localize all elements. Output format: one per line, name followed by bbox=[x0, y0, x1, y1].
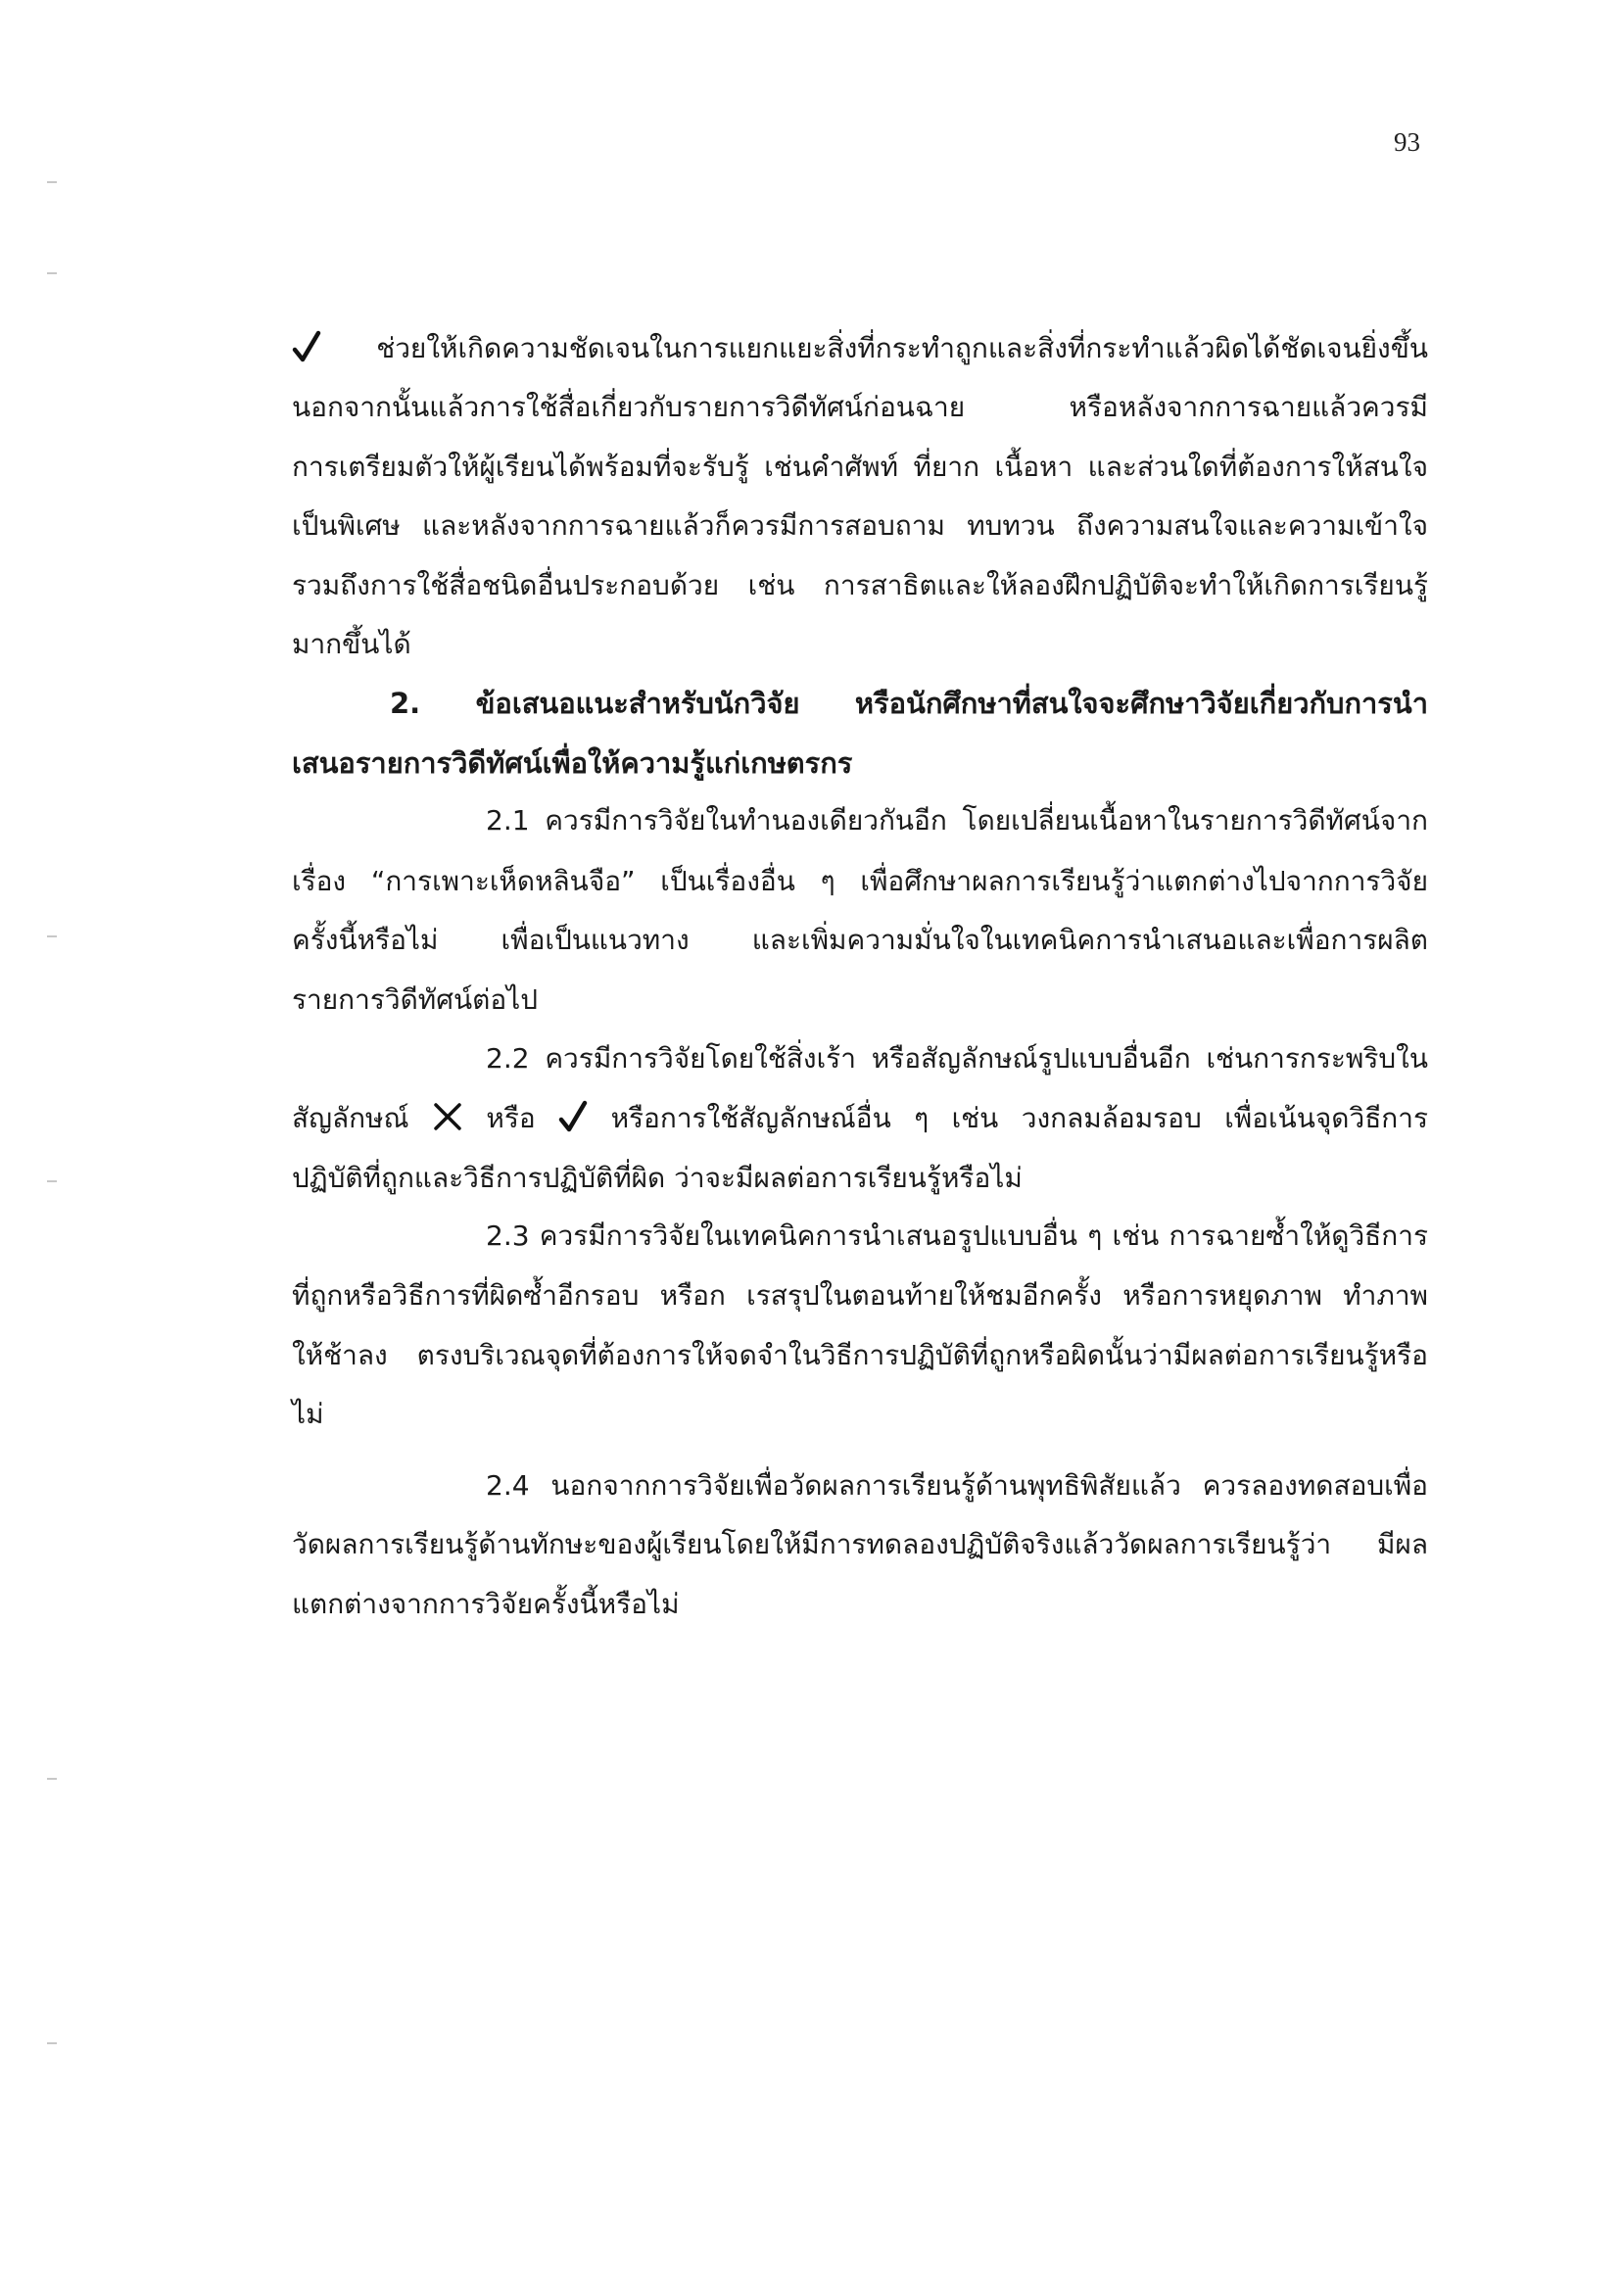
item24-line1: 2.4 นอกจากการวิจัยเพื่อวัดผลการเรียนรู้ด้านพุทธิพิสัยแล้ว ควรลองทดสอบเพื่อ bbox=[486, 1469, 1428, 1502]
item23-line4: ไม่ bbox=[292, 1398, 324, 1430]
paragraph1-line6: มากขึ้นได้ bbox=[292, 628, 411, 660]
item23-line2: ที่ถูกหรือวิธีการที่ผิดซ้ำอีกรอบ หรือก เรสรุปในตอนท้ายให้ชมอีกครั้ง หรือการหยุดภาพ ทำภาพ bbox=[292, 1279, 1428, 1312]
item22-line3: ปฏิบัติที่ถูกและวิธีการปฏิบัติที่ผิด ว่าจะมีผลต่อการเรียนรู้หรือไม่ bbox=[292, 1162, 1023, 1194]
paragraph1-line1: ช่วยให้เกิดความชัดเจนในการแยกแยะสิ่งที่กระทำถูกและสิ่งที่กระทำแล้วผิดได้ชัดเจนยิ่งขึ้น bbox=[292, 329, 1428, 368]
check-mark-icon bbox=[292, 330, 321, 363]
item24-line2: วัดผลการเรียนรู้ด้านทักษะของผู้เรียนโดยให้มีการทดลองปฏิบัติจริงแล้ววัดผลการเรียนรู้ว่า มีผล bbox=[292, 1528, 1428, 1560]
page-number: 93 bbox=[1394, 127, 1420, 157]
cross-mark-icon bbox=[432, 1101, 463, 1132]
scan-mark bbox=[47, 181, 57, 183]
item22-line2: สัญลักษณ์ หรือ หรือการใช้สัญลักษณ์อื่น ๆ เช่น วงกลมล้อมรอบ เพื่อเน้นจุดวิธีการ bbox=[292, 1102, 1429, 1134]
check-mark-icon bbox=[558, 1100, 588, 1133]
item23-line3: ให้ช้าลง ตรงบริเวณจุดที่ต้องการให้จดจำในวิธีการปฏิบัติที่ถูกหรือผิดนั้นว่ามีผลต่อการเรียนรู้หรือ bbox=[292, 1339, 1428, 1371]
scan-mark bbox=[47, 2042, 57, 2044]
item21-line3: ครั้งนี้หรือไม่ เพื่อเป็นแนวทาง และเพิ่มความมั่นใจในเทคนิคการนำเสนอและเพื่อการผลิต bbox=[292, 924, 1428, 956]
item23-line1: 2.3 ควรมีการวิจัยในเทคนิคการนำเสนอรูปแบบอื่น ๆ เช่น การฉายซ้ำให้ดูวิธีการ bbox=[486, 1220, 1428, 1252]
item21-line4: รายการวิดีทัศน์ต่อไป bbox=[292, 983, 539, 1016]
item22-line1: 2.2 ควรมีการวิจัยโดยใช้สิ่งเร้า หรือสัญลักษณ์รูปแบบอื่นอีก เช่นการกระพริบใน bbox=[486, 1042, 1428, 1075]
scan-mark bbox=[47, 1778, 57, 1780]
scan-mark bbox=[47, 272, 57, 274]
item21-line2: เรื่อง “การเพาะเห็ดหลินจือ” เป็นเรื่องอื่น ๆ เพื่อศึกษาผลการเรียนรู้ว่าแตกต่างไปจากการวิจัย bbox=[292, 865, 1428, 897]
scan-mark bbox=[47, 935, 57, 937]
item21-line1: 2.1 ควรมีการวิจัยในทำนองเดียวกันอีก โดยเปลี่ยนเนื้อหาในรายการวิดีทัศน์จาก bbox=[486, 804, 1428, 837]
section-heading-line1: 2. ข้อเสนอแนะสำหรับนักวิจัย หรือนักศึกษาที่สนใจจะศึกษาวิจัยเกี่ยวกับการนำ bbox=[390, 687, 1428, 720]
paragraph1-line3: การเตรียมตัวให้ผู้เรียนได้พร้อมที่จะรับรู้ เช่นคำศัพท์ ที่ยาก เนื้อหา และส่วนใดที่ต้องการให้สนใจ bbox=[292, 451, 1428, 483]
item24-line3: แตกต่างจากการวิจัยครั้งนี้หรือไม่ bbox=[292, 1588, 680, 1620]
paragraph1-line4: เป็นพิเศษ และหลังจากการฉายแล้วก็ควรมีการสอบถาม ทบทวน ถึงความสนใจและความเข้าใจ bbox=[292, 509, 1428, 542]
section-heading-line2: เสนอรายการวิดีทัศน์เพื่อให้ความรู้แก่เกษตรกร bbox=[292, 746, 853, 780]
paragraph1-line5: รวมถึงการใช้สื่อชนิดอื่นประกอบด้วย เช่น การสาธิตและให้ลองฝึกปฏิบัติจะทำให้เกิดการเรียนรู้ bbox=[292, 569, 1428, 601]
paragraph1-line2: นอกจากนั้นแล้วการใช้สื่อเกี่ยวกับรายการวิดีทัศน์ก่อนฉาย หรือหลังจากการฉายแล้วควรมี bbox=[292, 391, 1428, 423]
scan-mark bbox=[47, 1180, 57, 1182]
